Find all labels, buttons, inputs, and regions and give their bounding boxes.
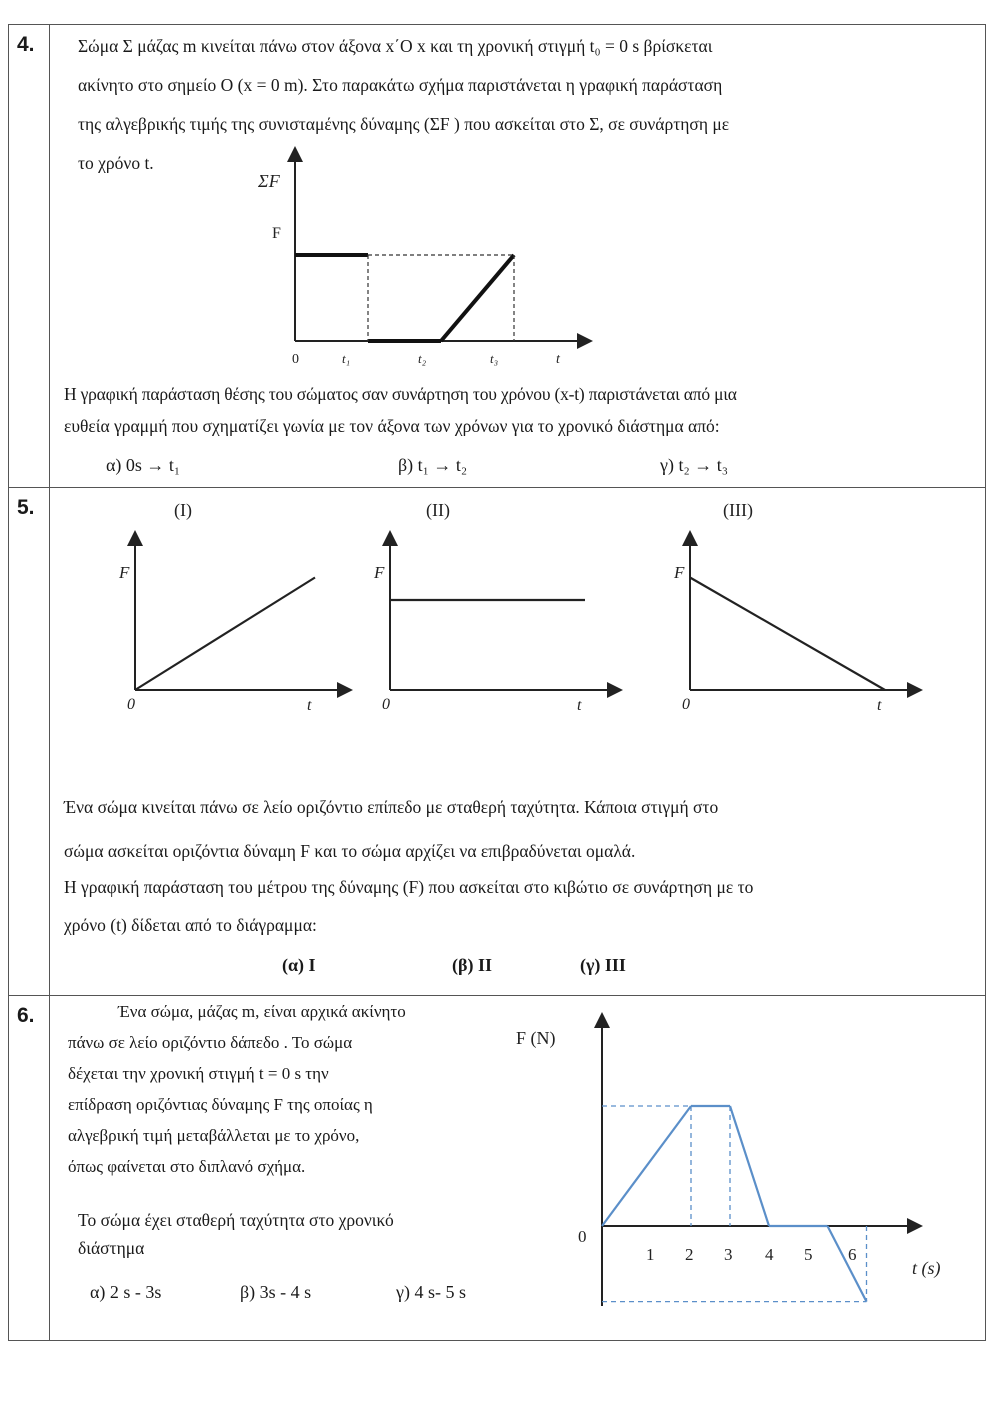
origin-label: 0 [578, 1227, 587, 1246]
x-tick-t1: t₁ [342, 351, 351, 366]
question-number: 6. [9, 996, 50, 1340]
q4-plot-area [295, 255, 514, 341]
question-5-row [9, 488, 985, 996]
option-a[interactable]: α) 2 s - 3s [90, 1282, 162, 1302]
y-tick-F: F [272, 225, 281, 242]
q5-chart-3 [673, 500, 915, 714]
q5-chart-1 [118, 500, 345, 714]
q4-line-4: το χρόνο t. [78, 153, 154, 173]
question-number: 4. [9, 25, 50, 487]
x-tick-5: 5 [804, 1245, 813, 1264]
q4-force-time-chart [240, 157, 600, 377]
y-axis-label: F [119, 563, 130, 582]
q6-force-time-chart [510, 1006, 950, 1326]
option-b[interactable]: β) 3s - 4 s [240, 1282, 312, 1302]
option-a[interactable]: (α) Ι [282, 955, 316, 975]
q5-line-3: Η γραφική παράσταση του μέτρου της δύναμης (F) που ασκείται στο κιβώτιο σε συνάρτηση με το [64, 877, 754, 897]
question-6-cell [50, 996, 985, 1340]
y-axis-label: ΣF [258, 171, 280, 191]
chart-title: (ΙΙΙ) [723, 500, 753, 520]
option-c[interactable]: γ) 4 s- 5 s [396, 1282, 466, 1302]
q5-line-2: σώμα ασκείται οριζόντια δύναμη F και το σώμα αρχίζει να επιβραδύνεται ομαλά. [64, 841, 636, 861]
force-line [135, 578, 315, 691]
force-segment-5 [828, 1226, 867, 1302]
q5-chart-2 [373, 500, 615, 714]
q4-question-line-2: ευθεία γραμμή που σχηματίζει γωνία με τον άξονα των χρόνων για το χρονικό διάστημα από: [64, 416, 720, 436]
q5-charts [50, 488, 970, 718]
y-axis-label: F (N) [516, 1028, 556, 1048]
y-axis-label: F [374, 563, 385, 582]
force-segment-4 [441, 255, 514, 341]
force-line [690, 578, 885, 691]
option-c[interactable]: (γ) ΙΙΙ [580, 955, 626, 975]
question-4-cell [50, 25, 985, 487]
q4-line-1: Σώμα Σ μάζας m κινείται πάνω στον άξονα x΄O x και τη χρονική στιγμή t₀ = 0 s βρίσκεται [78, 36, 713, 56]
x-tick-2: 2 [685, 1245, 694, 1264]
q6-text [68, 996, 500, 1182]
q6-line-5: αλγεβρική τιμή μεταβάλλεται με το χρόνο, [68, 1126, 360, 1145]
q4-line-3: της αλγεβρικής τιμής της συνισταμένης δύναμης (ΣF ) που ασκείται στο Σ, σε συνάρτηση με [78, 114, 730, 134]
question-6-row [9, 996, 985, 1340]
x-tick-0: 0 [292, 352, 299, 367]
x-axis-label: t [577, 697, 582, 714]
x-axis-label: t [556, 352, 560, 367]
q4-question-line-1: Η γραφική παράσταση θέσης του σώματος σαν συνάρτηση του χρόνου (x-t) παριστάνεται από μια [64, 384, 737, 404]
force-segment-3 [730, 1106, 769, 1226]
option-b[interactable]: (β) ΙΙ [452, 955, 492, 975]
x-tick-4: 4 [765, 1245, 774, 1264]
q6-line-3: δέχεται την χρονική στιγμή t = 0 s την [68, 1064, 329, 1083]
x-tick-6: 6 [848, 1245, 857, 1264]
q6-line-2: πάνω σε λείο οριζόντιο δάπεδο . Το σώμα [68, 1033, 353, 1052]
q5-line-4: χρόνο (t) δίδεται από το διάγραμμα: [64, 915, 317, 935]
x-tick-1: 1 [646, 1245, 655, 1264]
option-a[interactable]: α) 0s → t₁ [106, 455, 181, 475]
chart-title: (Ι) [174, 500, 192, 520]
question-number: 5. [9, 488, 50, 995]
x-tick-t3: t₃ [490, 351, 499, 366]
q6-line-1: Ένα σώμα, μάζας m, είναι αρχικά ακίνητο [118, 1002, 406, 1021]
q5-plot-area [118, 500, 915, 714]
chart-title: (ΙΙ) [426, 500, 450, 520]
x-axis-label: t (s) [912, 1258, 941, 1278]
x-axis-label: t [307, 697, 312, 714]
q5-line-1: Ένα σώμα κινείται πάνω σε λείο οριζόντιο επίπεδο με σταθερή ταχύτητα. Κάποια στιγμή στο [64, 797, 719, 817]
exercise-table [8, 24, 986, 1341]
origin-label: 0 [127, 696, 135, 713]
q4-line-2: ακίνητο στο σημείο O (x = 0 m). Στο παρακάτω σχήμα παριστάνεται η γραφική παράσταση [78, 75, 723, 95]
origin-label: 0 [382, 696, 390, 713]
q6-plot-area [602, 1106, 867, 1302]
q6-question-line-2: διάστημα [78, 1238, 145, 1258]
option-b[interactable]: β) t₁ → t₂ [398, 455, 468, 475]
x-tick-t2: t₂ [418, 351, 427, 366]
x-tick-3: 3 [724, 1245, 733, 1264]
x-axis-label: t [877, 697, 882, 714]
y-axis-label: F [674, 563, 685, 582]
q6-line-6: όπως φαίνεται στο διπλανό σχήμα. [68, 1157, 306, 1176]
q6-question-line-1: Το σώμα έχει σταθερή ταχύτητα στο χρονικό [78, 1210, 394, 1230]
question-5-cell [50, 488, 985, 995]
q6-line-4: επίδραση οριζόντιας δύναμης F της οποίας η [68, 1095, 373, 1114]
origin-label: 0 [682, 696, 690, 713]
option-c[interactable]: γ) t₂ → t₃ [660, 455, 729, 475]
force-segment-1 [602, 1106, 691, 1226]
question-4-row [9, 25, 985, 488]
